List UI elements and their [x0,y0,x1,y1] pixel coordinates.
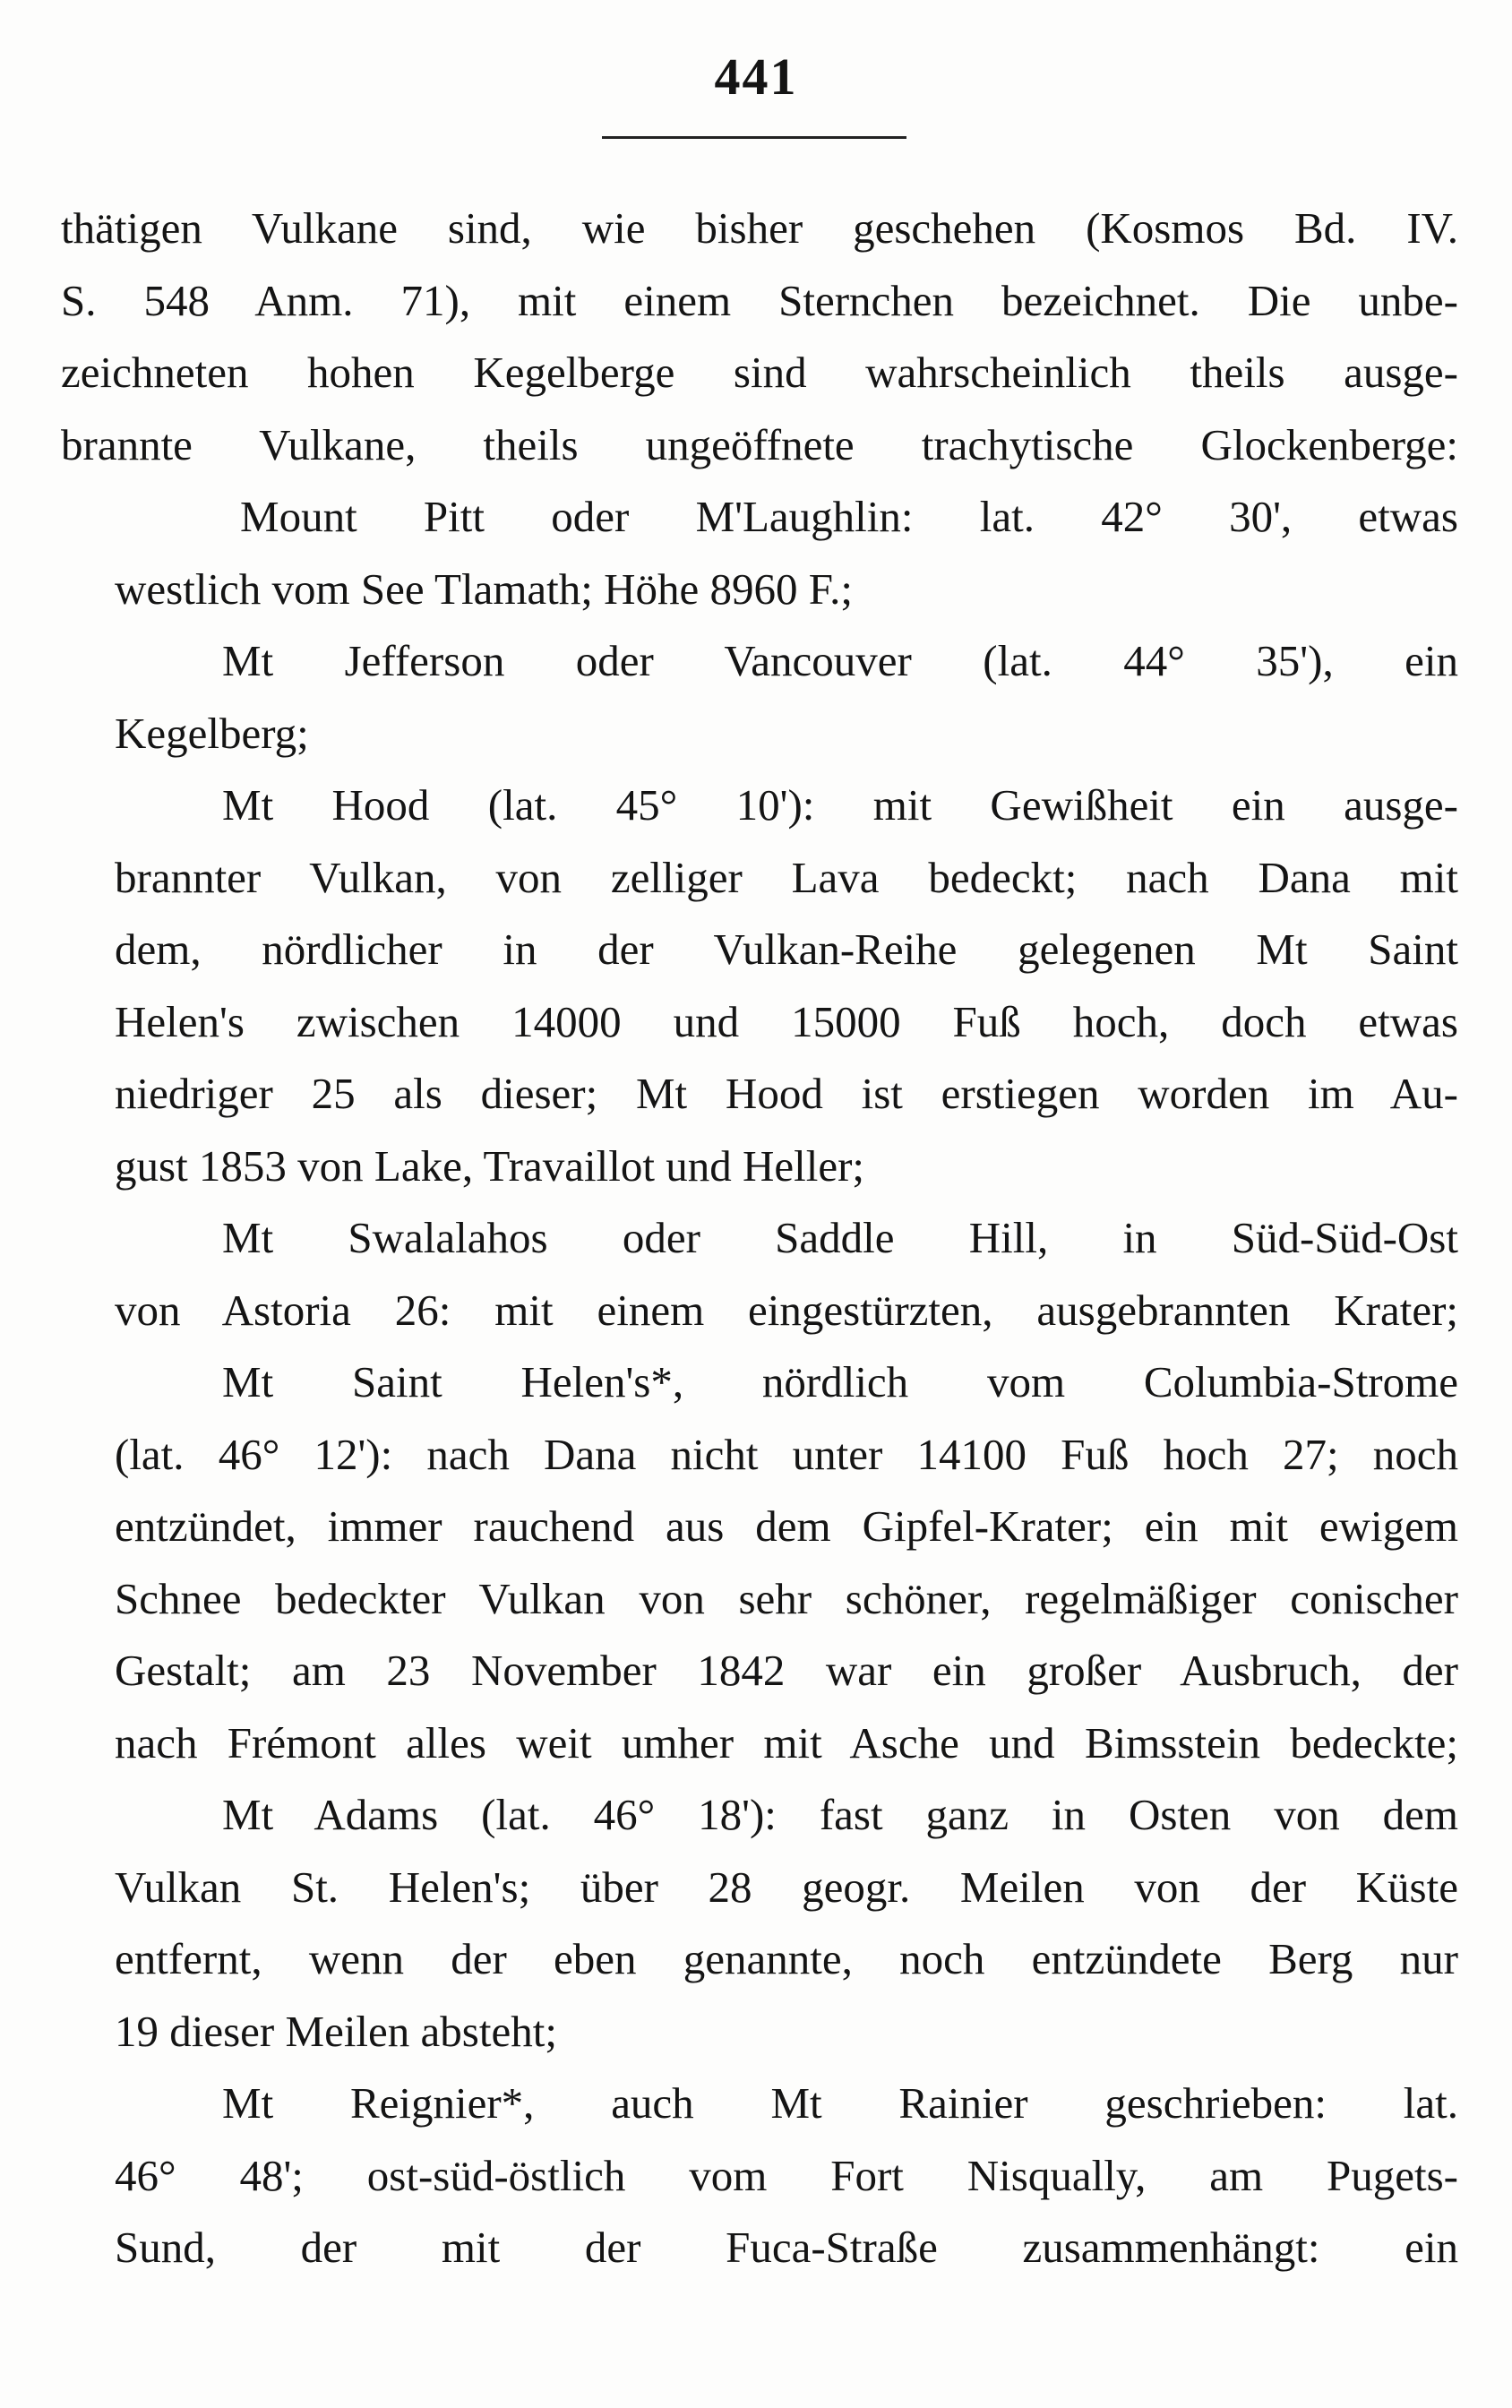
text-line: westlich vom See Tlamath; Höhe 8960 F.; [115,563,853,614]
text-line: Helen's zwischen 14000 und 15000 Fuß hoch, doch etwas [115,996,1458,1046]
text-line: 46° 48'; ost-süd-östlich vom Fort Nisqually, am Pugets- [115,2150,1458,2200]
text-line: brannter Vulkan, von zelliger Lava bedeckt; nach Dana mit [115,852,1458,902]
text-line: von Astoria 26: mit einem eingestürzten, ausgebrannten Krater; [115,1285,1458,1335]
text-line: S. 548 Anm. 71), mit einem Sternchen bezeichnet. Die unbe- [61,275,1458,325]
text-line: Kegelberg; [115,708,309,758]
text-line: niedriger 25 als dieser; Mt Hood ist erstiegen worden im Au- [115,1069,1458,1118]
text-line: entzündet, immer rauchend aus dem Gipfel-Krater; ein mit ewigem [115,1501,1458,1551]
text-line: zeichneten hohen Kegelberge sind wahrscheinlich theils ausge- [61,348,1458,397]
text-line: dem, nördlicher in der Vulkan-Reihe gelegenen Mt Saint [115,924,1458,974]
text-line: brannte Vulkane, theils ungeöffnete trachytische Glockenberge: [61,419,1458,469]
text-line: 19 dieser Meilen absteht; [115,2006,557,2056]
header-rule [602,136,906,139]
text-line: Mt Swalalahos oder Saddle Hill, in Süd-Süd-Ost [222,1213,1458,1262]
text-line: Mt Hood (lat. 45° 10'): mit Gewißheit ein ausge- [222,780,1458,830]
text-line: (lat. 46° 12'): nach Dana nicht unter 14100 Fuß hoch 27; noch [115,1429,1458,1479]
text-line: entfernt, wenn der eben genannte, noch entzündete Berg nur [115,1934,1458,1983]
text-line: Mt Reignier*, auch Mt Rainier geschrieben: lat. [222,2078,1458,2128]
text-line: gust 1853 von Lake, Travaillot und Heller; [115,1140,864,1191]
text-line: Schnee bedeckter Vulkan von sehr schöner, regelmäßiger conischer [115,1573,1458,1623]
text-line: Mount Pitt oder M'Laughlin: lat. 42° 30', etwas [240,492,1458,541]
text-line: Mt Saint Helen's*, nördlich vom Columbia-Strome [222,1357,1458,1406]
text-line: Mt Jefferson oder Vancouver (lat. 44° 35'), ein [222,636,1458,685]
text-line: Gestalt; am 23 November 1842 war ein großer Ausbruch, der [115,1646,1458,1695]
text-line: thätigen Vulkane sind, wie bisher geschehen (Kosmos Bd. IV. [61,203,1458,253]
text-line: Vulkan St. Helen's; über 28 geogr. Meilen von der Küste [115,1862,1458,1912]
body-text [61,193,1458,2284]
text-line: Sund, der mit der Fuca-Straße zusammenhängt: ein [115,2223,1458,2272]
text-line: nach Frémont alles weit umher mit Asche und Bimsstein bedeckte; [115,1717,1458,1767]
page-number: 441 [714,47,798,106]
text-line: Mt Adams (lat. 46° 18'): fast ganz in Osten von dem [222,1790,1458,1839]
